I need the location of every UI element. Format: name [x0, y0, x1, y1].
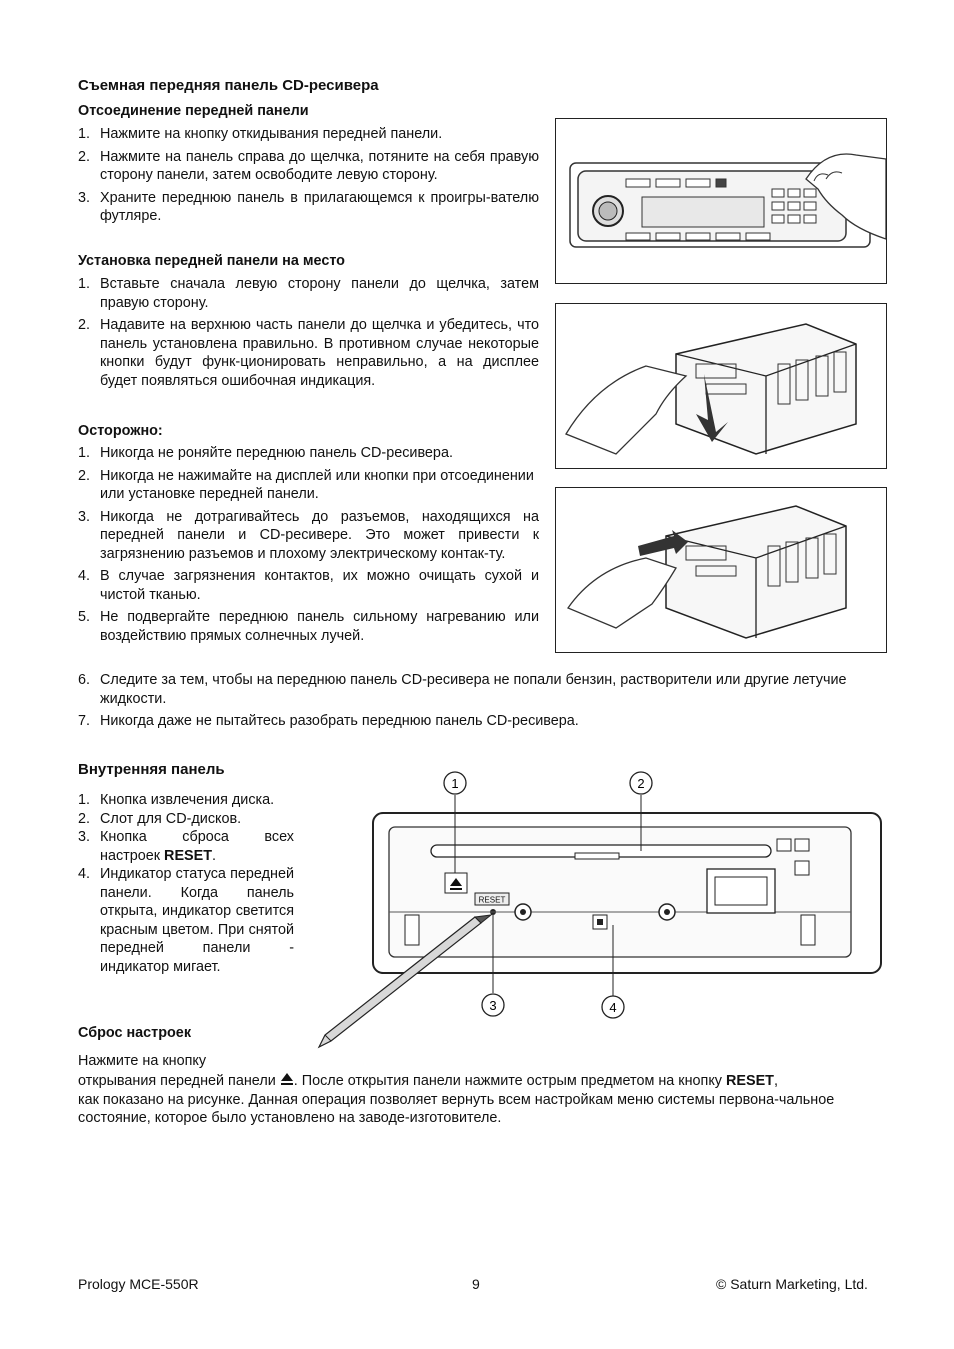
inner-panel-list	[78, 791, 294, 976]
detach-list	[78, 125, 539, 230]
footer-left: Prology MCE-550R	[78, 1276, 199, 1292]
list-item: 7. Никогда даже не пытайтесь разобрать переднюю панель CD-ресивера.	[78, 713, 579, 729]
remove-figure	[555, 487, 887, 653]
reset-paragraph: открывания передней панели . После открытия панели нажмите острым предметом на кнопку RESET, как показано на рисунке. Данная операция позволяет вернуть всем настройкам меню системы первона-чальное состояние, которое было установлено на заводе-изготовителе.	[78, 1073, 835, 1126]
list-item: 2. Нажмите на панель справа до щелчка, потяните на себя правую сторону панели, затем освободите левую сторону.	[78, 148, 539, 183]
list-item: 3. Кнопка сброса всех настроек RESET.	[78, 829, 294, 864]
callout-2-label: 2	[637, 776, 645, 791]
insert-figure	[555, 303, 887, 469]
caution-title: Осторожно:	[78, 423, 163, 439]
attach-list	[78, 275, 539, 394]
reset-title: Сброс настроек	[78, 1025, 192, 1041]
list-item: 1. Нажмите на кнопку откидывания передней панели.	[78, 126, 443, 142]
callout-4-label: 4	[609, 1000, 617, 1015]
callout-1-label: 1	[451, 776, 459, 791]
list-item: 1. Вставьте сначала левую сторону панели до щелчка, затем правую сторону.	[78, 276, 539, 311]
footer-right: © Saturn Marketing, Ltd.	[716, 1276, 868, 1292]
caution-list	[78, 444, 539, 649]
list-item: 2. Никогда не нажимайте на дисплей или кнопки при отсоединении или установке передней панели.	[78, 467, 534, 502]
list-item: 6. Следите за тем, чтобы на переднюю панель CD-ресивера не попали бензин, растворители или другие летучие жидкости.	[78, 672, 847, 707]
list-item: 3. Храните переднюю панель в прилагающемся к проигры-вателю футляре.	[78, 189, 539, 224]
section-title: Съемная передняя панель CD-ресивера	[78, 77, 379, 94]
faceplate-figure	[555, 118, 887, 284]
caution-list-cont	[78, 671, 888, 735]
faceplate-illustration	[556, 119, 886, 283]
reset-line1: Нажмите на кнопку	[78, 1053, 207, 1069]
list-item: 3. Никогда не дотрагивайтесь до разъемов, находящихся на передней панели и CD-ресивере. Это может привести к загрязнению разъемов и плохому электрическому контак-ту.	[78, 508, 539, 562]
list-item: 5. Не подвергайте переднюю панель сильному нагреванию или воздействию прямых солнечных лучей.	[78, 609, 539, 644]
inner-panel-diagram	[305, 765, 890, 1060]
remove-illustration	[556, 488, 886, 652]
detach-title: Отсоединение передней панели	[78, 103, 309, 119]
attach-title: Установка передней панели на место	[78, 253, 345, 269]
inner-panel-title: Внутренняя панель	[78, 761, 225, 778]
list-item: 4. В случае загрязнения контактов, их можно очищать сухой и чистой тканью.	[78, 568, 539, 603]
list-item: 2. Слот для CD-дисков.	[78, 810, 242, 827]
callout-3-label: 3	[489, 998, 497, 1013]
page-number: 9	[472, 1276, 480, 1292]
status-indicator	[597, 919, 603, 925]
eject-icon	[280, 1072, 294, 1086]
insert-illustration	[556, 304, 886, 468]
list-item: 4. Индикатор статуса передней панели. Когда панель открыта, индикатор светится красным цветом. При снятой передней панели - индикатор мигает.	[78, 866, 294, 975]
reset-label: RESET	[478, 895, 506, 905]
list-item: 1. Кнопка извлечения диска.	[78, 792, 275, 808]
list-item: 2. Надавите на верхнюю часть панели до щелчка и убедитесь, что панель установлена правильно. В противном случае некоторые кнопки будут функ-ционировать неправильно, а на дисплее будет появляться ошибочная индикация.	[78, 317, 539, 389]
list-item: 1. Никогда не роняйте переднюю панель CD-ресивера.	[78, 445, 453, 461]
